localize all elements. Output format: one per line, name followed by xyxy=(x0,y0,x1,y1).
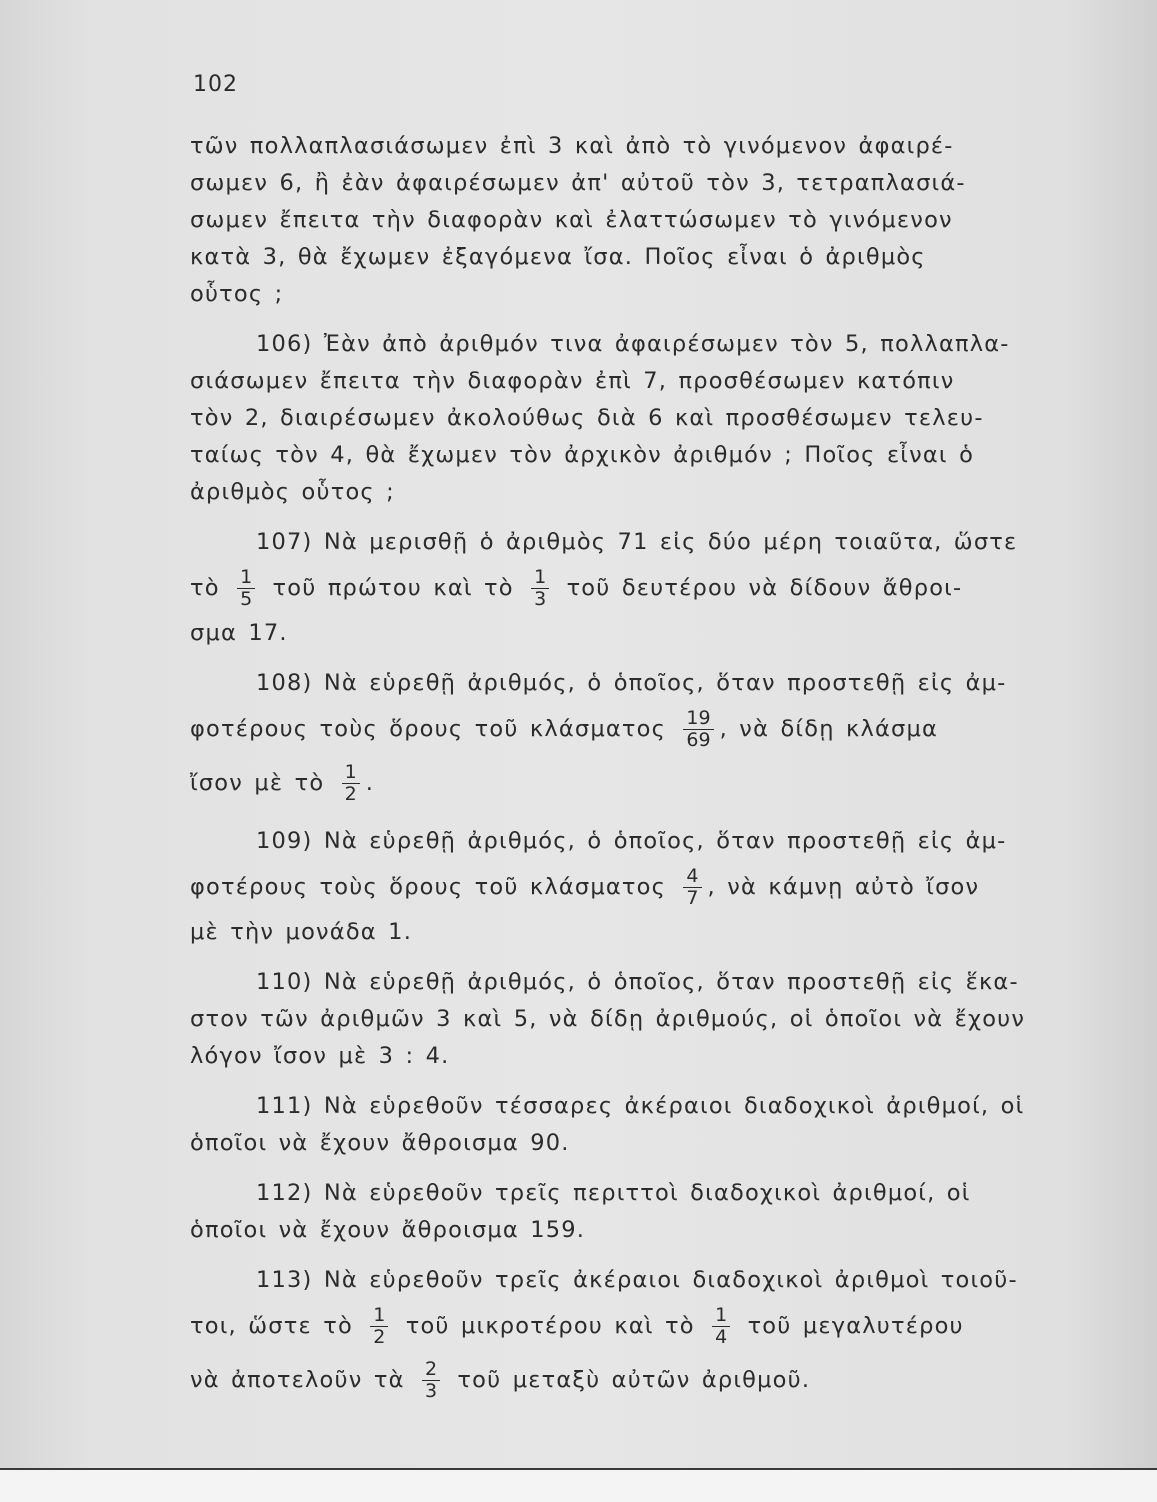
fraction-denominator: 4 xyxy=(715,1326,728,1348)
text-line xyxy=(190,756,1150,810)
text-line: σιάσωμεν ἔπειτα τὴν διαφορὰν ἐπὶ 7, προσθέσωμεν κατόπιν xyxy=(190,368,955,394)
text-line: 113) Νὰ εὑρεθοῦν τρεῖς ἀκέραιοι διαδοχικοὶ ἀριθμοὶ τοιοῦ- xyxy=(256,1267,1018,1293)
fraction-denominator: 7 xyxy=(686,887,699,909)
text-line: 110) Νὰ εὑρεθῇ ἀριθμός, ὁ ὁποῖος, ὅταν προστεθῇ εἰς ἕκα- xyxy=(256,969,1019,995)
fraction xyxy=(531,567,549,610)
text-segment: φοτέρους τοὺς ὅρους τοῦ κλάσματος xyxy=(190,716,667,742)
fraction-numerator: 19 xyxy=(683,708,713,730)
text-line: 108) Νὰ εὑρεθῇ ἀριθμός, ὁ ὁποῖος, ὅταν προστεθῇ εἰς ἀμ- xyxy=(256,670,1007,696)
fraction-denominator: 2 xyxy=(373,1326,386,1348)
fraction-denominator: 5 xyxy=(240,588,253,610)
text-line xyxy=(190,1353,1150,1407)
text-line: ὁποῖοι νὰ ἔχουν ἄθροισμα 159. xyxy=(190,1217,586,1243)
problem-109 xyxy=(190,823,1150,951)
page-number: 102 xyxy=(193,72,238,97)
problem-105-continuation xyxy=(190,128,1150,313)
problem-111 xyxy=(190,1088,1150,1162)
text-line: 109) Νὰ εὑρεθῇ ἀριθμός, ὁ ὁποῖος, ὅταν προστεθῇ εἰς ἀμ- xyxy=(256,828,1007,854)
fraction xyxy=(712,1305,730,1348)
text-line: ταίως τὸν 4, θὰ ἔχωμεν τὸν ἀρχικὸν ἀριθμόν ; Ποῖος εἶναι ὁ xyxy=(190,442,975,468)
text-line: λόγον ἴσον μὲ 3 : 4. xyxy=(190,1043,450,1069)
fraction-denominator: 3 xyxy=(424,1380,438,1402)
page-bottom-edge xyxy=(0,1468,1157,1502)
text-segment: ἴσον μὲ τὸ xyxy=(190,770,325,796)
text-line: σωμεν 6, ἢ ἐὰν ἀφαιρέσωμεν ἀπ' αὐτοῦ τὸν 3, τετραπλασιά- xyxy=(190,170,966,196)
fraction-numerator: 1 xyxy=(531,567,549,589)
text-segment: τοῦ δευτέρου νὰ δίδουν ἄθροι- xyxy=(566,575,963,601)
text-line: σμα 17. xyxy=(190,620,288,646)
fraction-numerator: 1 xyxy=(370,1305,388,1327)
problem-106 xyxy=(190,326,1150,511)
text-line xyxy=(190,561,1150,615)
fraction xyxy=(370,1305,388,1348)
text-segment: τοῦ πρώτου καὶ τὸ xyxy=(272,575,514,601)
text-segment: , νὰ κάμνῃ αὐτὸ ἴσον xyxy=(707,874,980,900)
fraction-denominator: 3 xyxy=(534,588,547,610)
fraction-numerator: 2 xyxy=(422,1359,440,1381)
text-line: ἀριθμὸς οὗτος ; xyxy=(190,479,395,505)
fraction-numerator: 1 xyxy=(712,1305,730,1327)
text-line xyxy=(190,860,1150,914)
text-line: 112) Νὰ εὑρεθοῦν τρεῖς περιττοὶ διαδοχικοὶ ἀριθμοί, οἱ xyxy=(256,1180,971,1206)
text-line: 111) Νὰ εὑρεθοῦν τέσσαρες ἀκέραιοι διαδοχικοὶ ἀριθμοί, οἱ xyxy=(256,1093,1025,1119)
text-line xyxy=(190,1299,1150,1353)
problem-107 xyxy=(190,524,1150,652)
text-segment: φοτέρους τοὺς ὅρους τοῦ κλάσματος xyxy=(190,874,667,900)
problem-110 xyxy=(190,964,1150,1075)
text-line: σωμεν ἔπειτα τὴν διαφορὰν καὶ ἐλαττώσωμεν τὸ γινόμενον xyxy=(190,207,953,233)
problem-112 xyxy=(190,1175,1150,1249)
fraction-denominator: 2 xyxy=(344,783,357,805)
text-line xyxy=(190,702,1150,756)
text-line: μὲ τὴν μονάδα 1. xyxy=(190,919,413,945)
text-line: τῶν πολλαπλασιάσωμεν ἐπὶ 3 καὶ ἀπὸ τὸ γινόμενον ἀφαιρέ- xyxy=(190,133,954,159)
fraction-numerator: 4 xyxy=(683,866,701,888)
problem-108 xyxy=(190,665,1150,810)
text-segment: τοι, ὥστε τὸ xyxy=(190,1313,353,1339)
problem-113 xyxy=(190,1262,1150,1407)
text-segment: τοῦ μικροτέρου καὶ τὸ xyxy=(405,1313,695,1339)
fraction-denominator: 69 xyxy=(686,729,711,751)
text-line: στον τῶν ἀριθμῶν 3 καὶ 5, νὰ δίδῃ ἀριθμούς, οἱ ὁποῖοι νὰ ἔχουν xyxy=(190,1006,1026,1032)
text-line: 107) Νὰ μερισθῇ ὁ ἀριθμὸς 71 εἰς δύο μέρη τοιαῦτα, ὥστε xyxy=(256,529,1018,555)
text-segment: , νὰ δίδῃ κλάσμα xyxy=(719,716,939,742)
text-line: 106) Ἐὰν ἀπὸ ἀριθμόν τινα ἀφαιρέσωμεν τὸν 5, πολλαπλα- xyxy=(256,331,1010,357)
text-segment: τοῦ μεταξὺ αὐτῶν ἀριθμοῦ. xyxy=(457,1367,811,1393)
text-segment: νὰ ἀποτελοῦν τὰ xyxy=(190,1367,405,1393)
fraction-numerator: 1 xyxy=(237,567,255,589)
text-line: τὸν 2, διαιρέσωμεν ἀκολούθως διὰ 6 καὶ προσθέσωμεν τελευ- xyxy=(190,405,984,431)
fraction xyxy=(683,708,713,751)
fraction xyxy=(342,762,360,805)
text-segment: τὸ xyxy=(190,575,220,601)
fraction xyxy=(683,866,701,909)
fraction xyxy=(422,1359,440,1402)
text-line: κατὰ 3, θὰ ἔχωμεν ἐξαγόμενα ἴσα. Ποῖος εἶναι ὁ ἀριθμὸς xyxy=(190,244,926,270)
page-body xyxy=(190,128,1150,1407)
text-segment: . xyxy=(365,770,375,796)
fraction-numerator: 1 xyxy=(342,762,360,784)
text-line: ὁποῖοι νὰ ἔχουν ἄθροισμα 90. xyxy=(190,1130,570,1156)
text-line: οὗτος ; xyxy=(190,281,284,307)
text-segment: τοῦ μεγαλυτέρου xyxy=(747,1313,964,1339)
fraction xyxy=(237,567,255,610)
